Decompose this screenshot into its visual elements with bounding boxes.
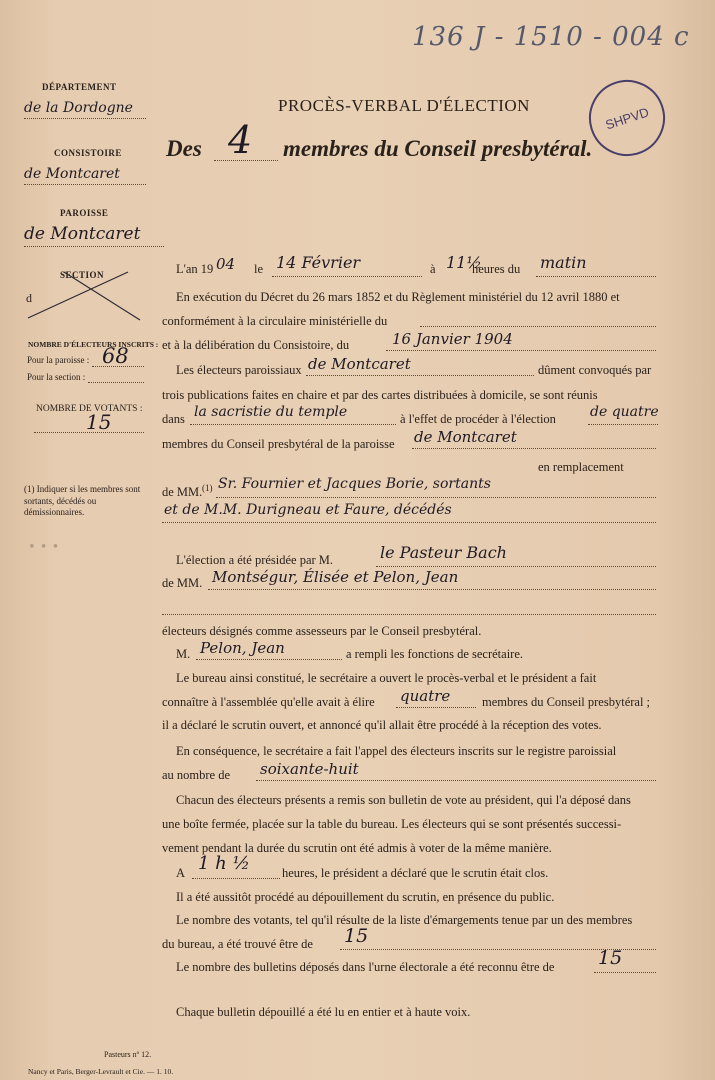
body-line-29: Chaque bulletin dépouillé a été lu en entier et à haute voix. [176, 1005, 471, 1019]
body-line-5a: Les électeurs paroissiaux [176, 363, 302, 377]
body-line-16: Le bureau ainsi constitué, le secrétaire a ouvert le procès-verbal et le président a fait [176, 671, 597, 685]
body-line-26: Le nombre des votants, tel qu'il résulte de la liste d'émargements tenue par un des membres [176, 913, 633, 927]
body-date-hand: 14 Février [276, 253, 361, 272]
paroisse-label: PAROISSE [60, 208, 109, 218]
body-line-5-hand: de Montcaret [308, 355, 411, 373]
faded-mark: • • • [28, 540, 60, 555]
body-line-28a: Le nombre des bulletins déposés dans l'urne électorale a été reconnu être de [176, 960, 555, 974]
shpvd-stamp [579, 70, 675, 166]
body-line-14: électeurs désignés comme assesseurs par le Conseil presbytéral. [162, 624, 482, 638]
body-line-21: Chacun des électeurs présents a remis son bulletin de vote au président, qui l'a déposé dans [176, 793, 631, 807]
body-line-22: une boîte fermée, placée sur la table du bureau. Les électeurs qui se sont présentés successi- [162, 817, 622, 831]
departement-label: DÉPARTEMENT [42, 82, 117, 92]
body-line-23: vement pendant la durée du scrutin ont été admis à voter de la même manière. [162, 841, 552, 855]
body-line-2: En exécution du Décret du 26 mars 1852 et du Règlement ministériel du 12 avril 1880 et [176, 290, 620, 304]
body-consistoire-date: 16 Janvier 1904 [392, 330, 513, 348]
body-line-20a: au nombre de [162, 768, 231, 782]
section-label: SECTION [60, 270, 105, 280]
body-line-19: En conséquence, le secrétaire a fait l'appel des électeurs inscrits sur le registre paroissial [176, 744, 617, 758]
body-line-7-hand: la sacristie du temple [194, 404, 348, 420]
body-year-hand: 04 [216, 255, 236, 273]
electeurs-label: NOMBRE D'ÉLECTEURS INSCRITS : [28, 340, 159, 349]
body-period-hand: matin [540, 253, 587, 272]
body-hour-hand: 11½ [446, 253, 482, 272]
body-line-6: trois publications faites en chaire et par des cartes distribuées à domicile, se sont réunis [162, 388, 598, 402]
body-line-7-hand2: de quatre [590, 404, 659, 420]
body-line-24a: A [176, 866, 186, 880]
body-line-27a: du bureau, a été trouvé être de [162, 937, 313, 951]
body-line-5b: dûment convoqués par [538, 363, 652, 377]
body-line-10-note: (1) [202, 483, 213, 493]
body-le: le [254, 262, 264, 276]
body-line-10a: de MM. [162, 485, 203, 499]
body-year-prefix: L'an 19 [176, 262, 214, 276]
body-line-28-hand: 15 [598, 947, 623, 969]
body-line-18: il a déclaré le scrutin ouvert, et annoncé qu'il allait être procédé à la réception des votes. [162, 718, 602, 732]
body-line-13a: de MM. [162, 576, 203, 590]
body-line-27-hand: 15 [344, 925, 369, 947]
section-cross-out [24, 268, 144, 324]
pour-paroisse-label: Pour la paroisse : [27, 355, 90, 365]
subtitle-number: 4 [228, 118, 253, 162]
body-line-10-hand: Sr. Fournier et Jacques Borie, sortants [218, 476, 491, 492]
body-line-8-hand: de Montcaret [414, 428, 517, 446]
footer-pasteurs: Pasteurs nº 12. [104, 1050, 152, 1059]
body-line-25: Il a été aussitôt procédé au dépouillement du scrutin, en présence du public. [176, 890, 555, 904]
body-line-15a: M. [176, 647, 191, 661]
votants-value: 15 [86, 410, 112, 434]
pour-paroisse-value: 68 [102, 344, 129, 368]
body-line-11-hand: et de M.M. Durigneau et Faure, décédés [164, 502, 452, 518]
subtitle-rest: membres du Conseil presbytéral. [283, 136, 593, 161]
body-line-4: et à la délibération du Consistoire, du [162, 338, 350, 352]
body-line-13-hand: Montségur, Élisée et Pelon, Jean [212, 568, 459, 586]
body-line-15b: a rempli les fonctions de secrétaire. [346, 647, 524, 661]
body-line-20-hand: soixante-huit [260, 760, 359, 778]
section-prefix: d [26, 291, 32, 305]
body-line-12a: L'élection a été présidée par M. [176, 553, 334, 567]
subtitle-des: Des [166, 136, 202, 161]
consistoire-label: CONSISTOIRE [54, 148, 122, 158]
body-line-9: en remplacement [538, 460, 624, 474]
body-line-24-hand: 1 h ½ [198, 853, 250, 874]
archive-reference: 136 J - 1510 - 004 c [412, 22, 690, 52]
votants-label: NOMBRE DE VOTANTS : [36, 404, 143, 414]
departement-value: de la Dordogne [24, 100, 133, 116]
body-a: à [430, 262, 436, 276]
body-heures-du: heures du [472, 262, 521, 276]
page-title: PROCÈS-VERBAL D'ÉLECTION [278, 96, 530, 115]
consistoire-value: de Montcaret [24, 166, 120, 182]
paroisse-value: de Montcaret [24, 224, 141, 244]
footnote: (1) Indiquer si les membres sont sortants, décédés ou démissionnaires. [24, 484, 141, 518]
body-line-7a: dans [162, 412, 185, 426]
body-line-24b: heures, le président a déclaré que le scrutin était clos. [282, 866, 549, 880]
body-line-15-hand: Pelon, Jean [200, 639, 285, 657]
body-line-8a: membres du Conseil presbytéral de la paroisse [162, 437, 395, 451]
body-line-17b: membres du Conseil presbytéral ; [482, 695, 651, 709]
stamp-text: SHPVD [603, 103, 651, 133]
body-line-3: conformément à la circulaire ministérielle du [162, 314, 388, 328]
body-line-7b: à l'effet de procéder à l'élection [400, 412, 556, 426]
body-line-17a: connaître à l'assemblée qu'elle avait à élire [162, 695, 375, 709]
body-line-12-hand: le Pasteur Bach [380, 543, 507, 562]
pour-section-label: Pour la section : [27, 372, 86, 382]
body-line-17-hand: quatre [400, 687, 451, 705]
footer-printer: Nancy et Paris, Berger-Levrault et Cie. — 1. 10. [28, 1067, 174, 1076]
